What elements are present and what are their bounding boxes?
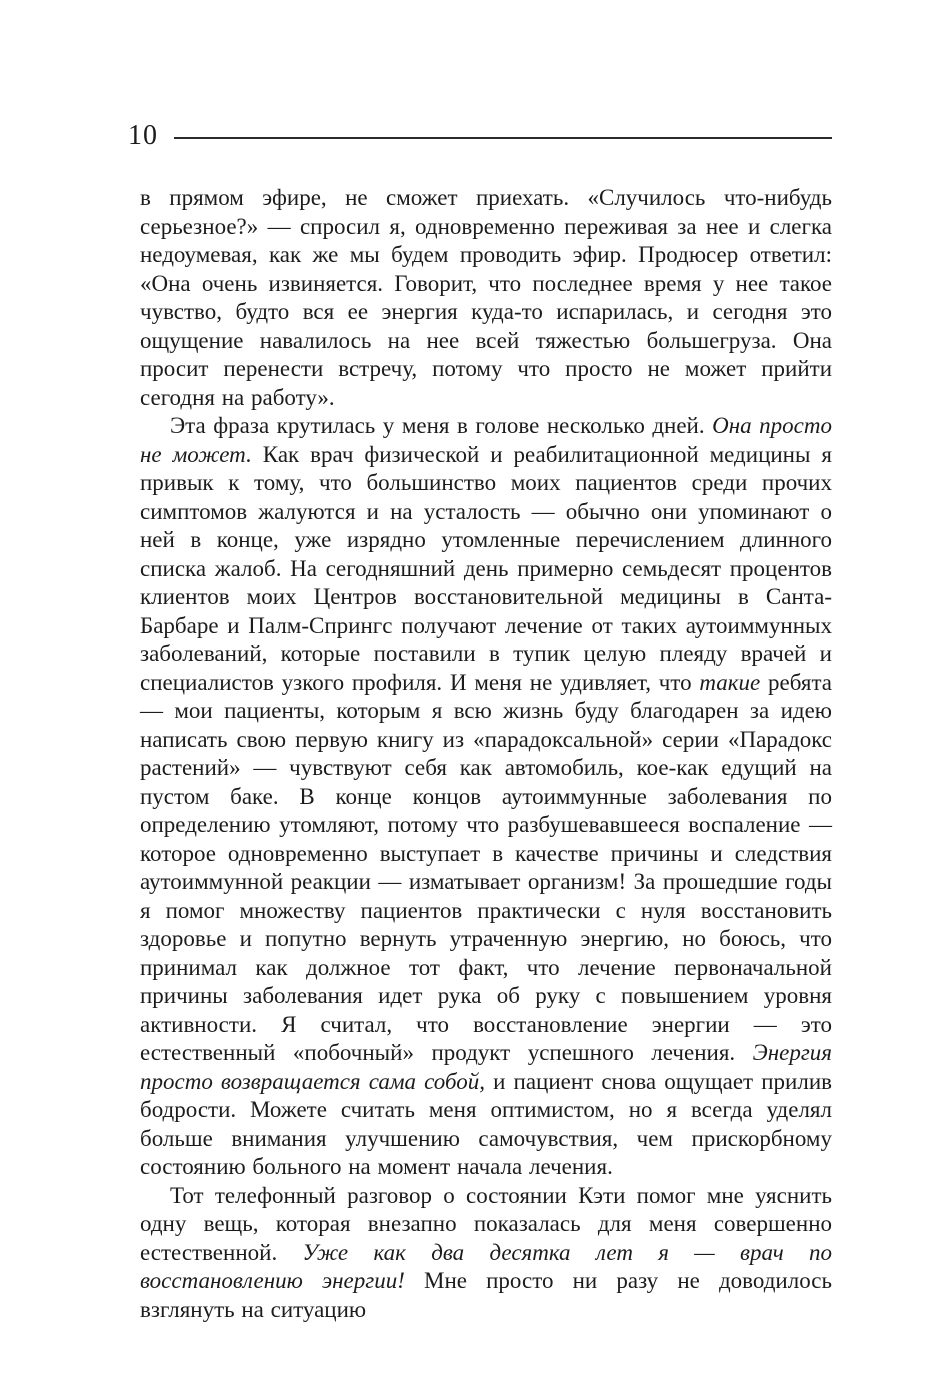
paragraph — [140, 184, 832, 412]
text-run: Эта фраза крутилась у меня в голове несколько дней. — [170, 413, 713, 438]
paragraph — [140, 1182, 832, 1325]
italic-text-run: Она просто не может. — [140, 413, 832, 467]
page-header — [128, 122, 832, 150]
italic-text-run: Уже как два десятка лет я — врач по восстановлению энергии! — [140, 1239, 832, 1293]
text-run: и пациент снова ощущает прилив бодрости. Можете считать меня оптимистом, но я всегда уделял больше внимания улучшению самочувствия, чем прискорбному состоянию больного на момент начала лечения. — [140, 1068, 832, 1179]
text-run: в прямом эфире, не сможет приехать. «Случилось что-нибудь серьезное?» — спросил я, одновременно переживая за нее и слегка недоумевая, как же мы будем проводить эфир. Продюсер ответил: «Она очень извиняется. Говорит, что последнее время у нее такое чувство, будто вся ее энергия куда-то испарилась, и сегодня это ощущение навалилось на нее всей тяжестью большегруза. Она просит перенести встречу, потому что просто не может прийти сегодня на работу». — [140, 185, 832, 410]
text-run: Тот телефонный разговор о состоянии Кэти помог мне уяснить одну вещь, которая внезапно показалась для меня совершенно естественной. — [140, 1182, 832, 1265]
header-rule — [174, 137, 832, 139]
paragraph — [140, 412, 832, 1182]
text-run: ребята — мои пациенты, которым я всю жизнь буду благодарен за идею написать свою первую книгу из «парадоксальной» серии «Парадокс растений» — чувствуют себя как автомобиль, кое-как едущий на пустом баке. В конце концов аутоиммунные заболевания по определению утомляют, потому что разбушевавшееся воспаление — которое одновременно выступает в качестве причины и следствия аутоиммунной реакции — изматывает организм! За прошедшие годы я помог множеству пациентов практически с нуля восстановить здоровье и попутно вернуть утраченную энергию, но боюсь, что принимал как должное тот факт, что лечение первоначальной причины заболевания идет рука об руку с повышением уровня активности. Я считал, что восстановление энергии — это естественный «побочный» продукт успешного лечения. — [140, 669, 832, 1065]
text-run: Как врач физической и реабилитационной медицины я привык к тому, что большинство моих пациентов среди прочих симптомов жалуются и на усталость — обычно они упоминают о ней в конце, уже изрядно утомленные перечислением длинного списка жалоб. На сегодняшний день примерно семьдесят процентов клиентов моих Центров восстановительной медицины в Санта-Барбаре и Палм-Спрингс получают лечение от таких аутоиммунных заболеваний, которые поставили в тупик целую плеяду врачей и специалистов узкого профиля. И меня не удивляет, что — [140, 441, 832, 695]
italic-text-run: Энергия просто возвращается сама собой, — [140, 1040, 832, 1094]
text-run: Мне просто ни разу не доводилось взглянуть на ситуацию — [140, 1268, 832, 1322]
text-block — [140, 184, 832, 1324]
page-number: 10 — [128, 120, 158, 151]
italic-text-run: такие — [699, 669, 761, 695]
